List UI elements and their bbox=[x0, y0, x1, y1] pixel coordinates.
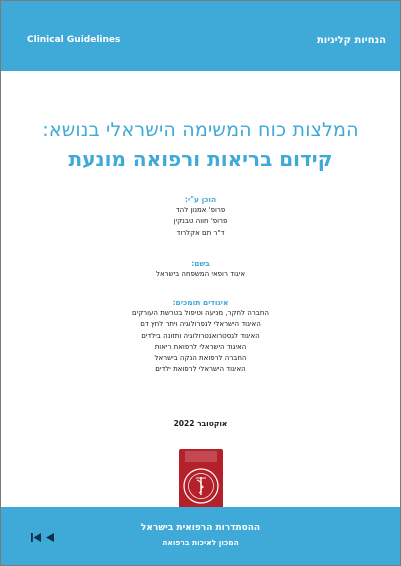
supporting-org: החברה לחקר, מניעה וטיפול בטרשת העורקים bbox=[132, 309, 269, 318]
prepared-by-section bbox=[1, 194, 400, 239]
header-bar bbox=[1, 1, 400, 71]
on-behalf-org: איגוד רופאי המשפחה בישראל bbox=[156, 270, 245, 279]
author-name: פרופ' חווה טבנקין bbox=[173, 217, 228, 226]
supporting-org: האיגוד לגסטרואנטרולוגיה ותזונה בילדים bbox=[141, 331, 260, 340]
supporting-org: האיגוד הישראלי לרפואת ילדים bbox=[155, 365, 246, 374]
footer-bar bbox=[1, 507, 400, 565]
footer-organization: ההסתדרות הרפואית בישראל bbox=[140, 523, 261, 533]
title-line-2: קידום בריאות ורפואה מונעת bbox=[68, 147, 333, 171]
header-hebrew-label: הנחיות קליניות bbox=[316, 35, 386, 46]
supporting-org: האיגוד הישראלי לרפואת ריאות bbox=[154, 342, 247, 351]
prepared-by-heading: הוכן ע"י: bbox=[184, 195, 217, 204]
supporting-org: החברה לרפואת הנקה בישראל bbox=[154, 354, 247, 363]
footer-institute: המכון לאיכות ברפואה bbox=[162, 538, 239, 547]
supporting-org: האיגוד הישראלי לנפרולוגיה ויתר לחץ דם bbox=[140, 320, 261, 329]
on-behalf-heading: בשם: bbox=[191, 259, 210, 268]
on-behalf-section bbox=[1, 258, 400, 280]
supporting-heading: איגודים תומכים: bbox=[172, 298, 229, 307]
title-line-1: המלצות כוח המשימה הישראלי בנושא: bbox=[42, 119, 359, 141]
publication-date: אוקטובר 2022 bbox=[173, 419, 228, 428]
header-english-label: Clinical Guidelines bbox=[27, 35, 121, 45]
author-name: ד"ר תם אקלרוד bbox=[176, 228, 225, 237]
supporting-section bbox=[1, 297, 400, 375]
author-name: פרופ' אמנון להד bbox=[175, 206, 226, 215]
ima-seal-logo bbox=[179, 449, 223, 509]
